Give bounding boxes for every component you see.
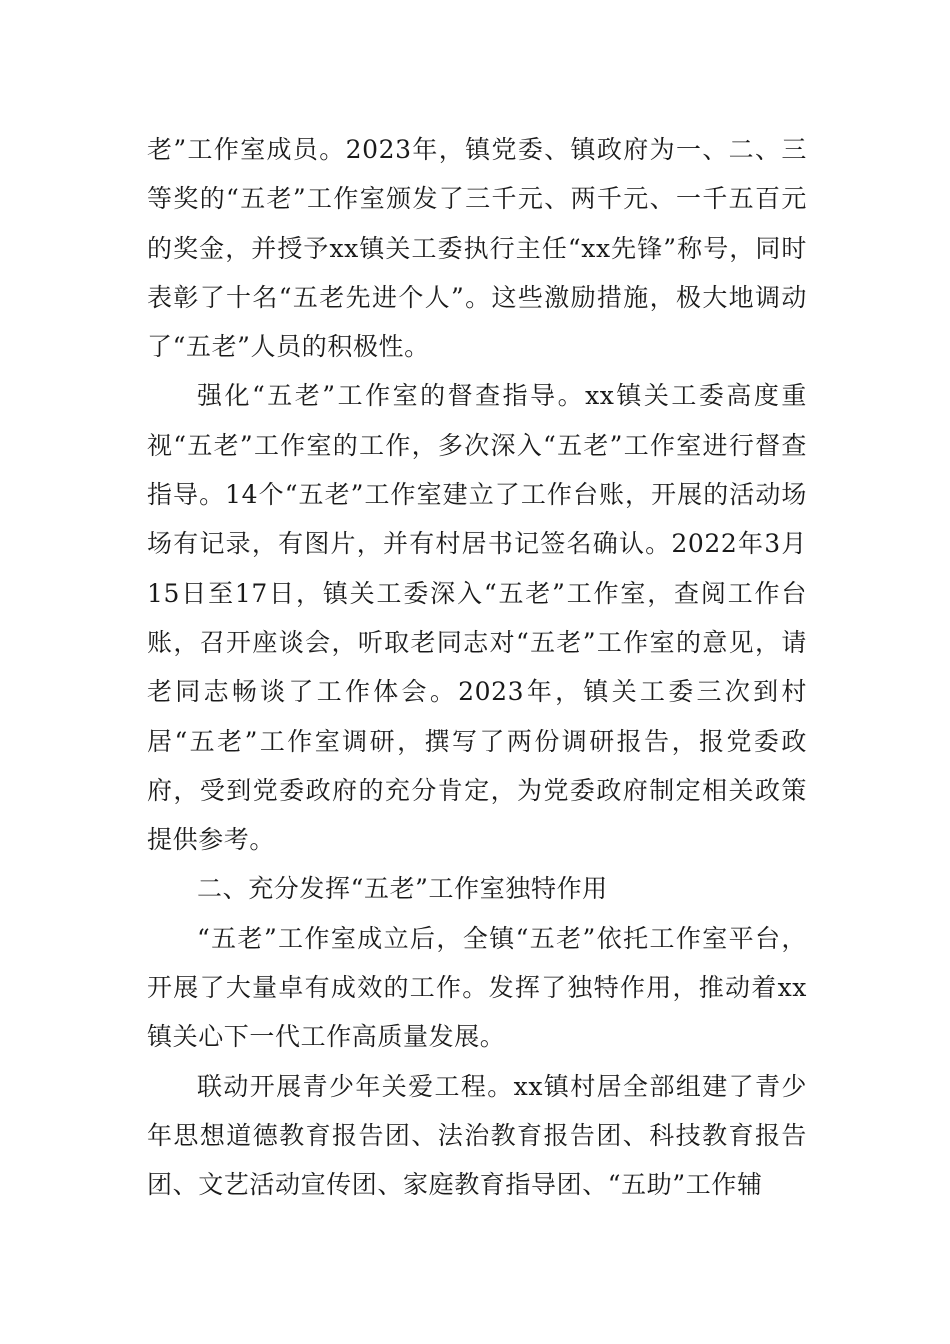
paragraph-continuation: 老”工作室成员。2023年，镇党委、镇政府为一、二、三等奖的“五老”工作室颁发了三千元、两千元、一千五百元的奖金，并授予xx镇关工委执行主任“xx先锋”称号，同时表彰了十名“五老先进个人”。这些激励措施，极大地调动了“五老”人员的积极性。 (147, 135, 807, 362)
paragraph-youth-care: 联动开展青少年关爱工程。xx镇村居全部组建了青少年思想道德教育报告团、法治教育报告团、科技教育报告团、文艺活动宣传团、家庭教育指导团、“五助”工作辅 (147, 1071, 807, 1200)
section-heading: 二、充分发挥“五老”工作室独特作用 (197, 874, 608, 904)
paragraph-supervision: 强化“五老”工作室的督查指导。xx镇关工委高度重视“五老”工作室的工作，多次深入“五老”工作室进行督查指导。14个“五老”工作室建立了工作台账，开展的活动场场有记录，有图片，并有村居书记签名确认。2022年3月15日至17日，镇关工委深入“五老”工作室，查阅工作台账，召开座谈会，听取老同志对“五老”工作室的意见，请老同志畅谈了工作体会。2023年，镇关工委三次到村居“五老”工作室调研，撰写了两份调研报告，报党委政府，受到党委政府的充分肯定，为党委政府制定相关政策提供参考。 (147, 381, 807, 855)
paragraph-platform: “五老”工作室成立后，全镇“五老”依托工作室平台，开展了大量卓有成效的工作。发挥了独特作用，推动着xx镇关心下一代工作高质量发展。 (147, 923, 807, 1052)
body-text (147, 125, 807, 1210)
